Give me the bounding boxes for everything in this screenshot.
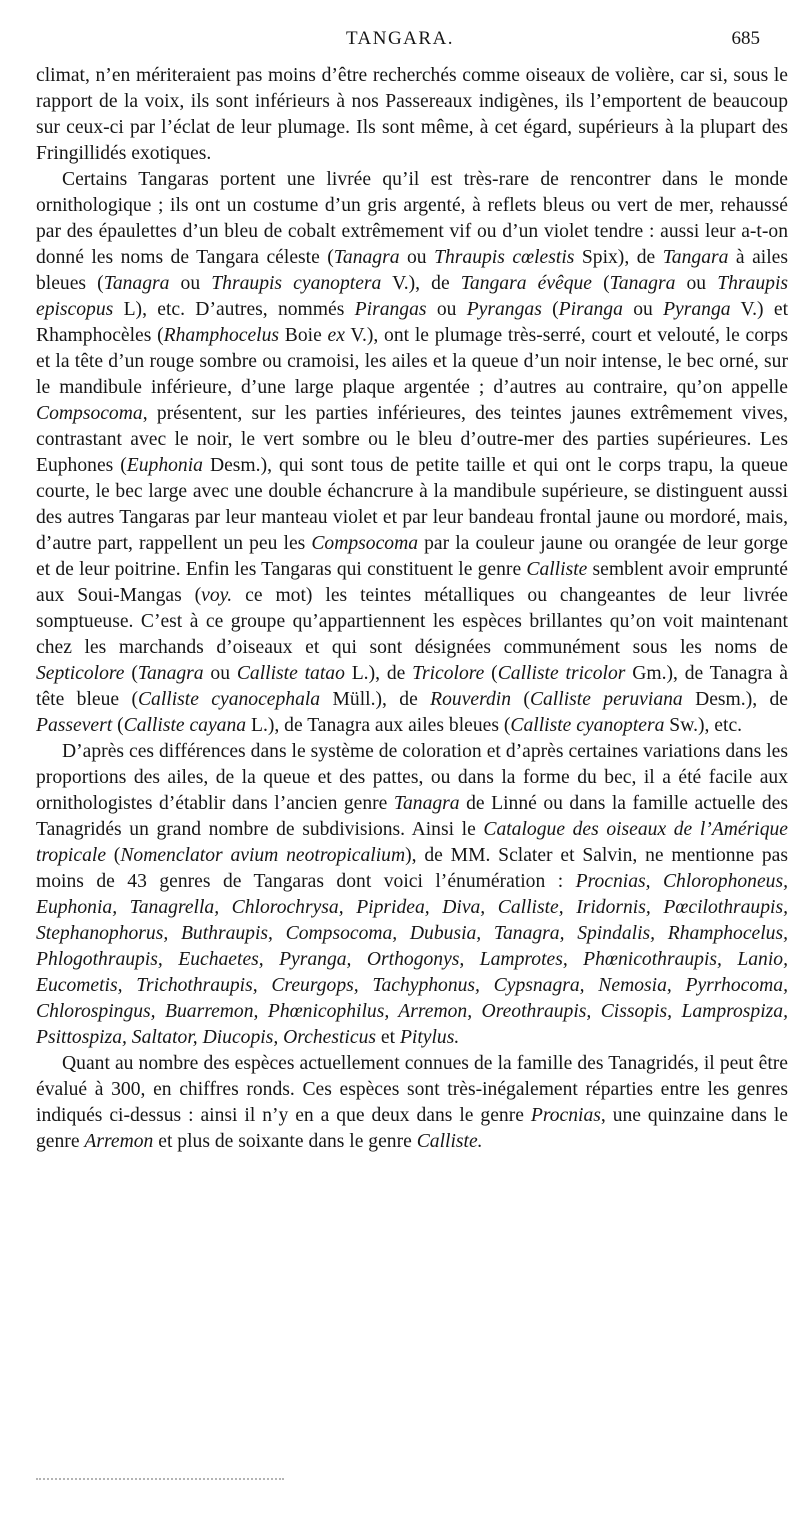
italic-text: ex	[327, 325, 345, 346]
italic-text: Pirangas	[354, 299, 427, 320]
italic-text: Calliste cyanocephala	[137, 689, 321, 710]
italic-text: Compsocoma	[36, 403, 143, 424]
text-run: ou	[169, 273, 212, 294]
italic-text: Passevert	[36, 715, 113, 736]
italic-text: Thraupis cœlestis	[434, 247, 575, 268]
italic-text: Calliste peruviana	[529, 689, 683, 710]
italic-text: Tanagra	[333, 247, 400, 268]
italic-text: Calliste.	[416, 1131, 483, 1152]
paragraph-4	[36, 1051, 788, 1155]
text-run: Sw.), etc.	[664, 715, 743, 736]
text-run: (	[124, 663, 138, 684]
paragraph-1	[36, 63, 788, 167]
text-run: , une quinzaine dans le genre	[36, 1105, 789, 1152]
text-run: Desm.), qui sont tous de petite taille et qui ont le corps trapu, la queue courte, le bec large avec une double échancrure à la mandibule supérieure, se distinguent aussi des autres Tangaras par leur manteau violet et par leur bandeau frontal jaune ou mordoré, mais, d’autre part, rappellent un peu les	[36, 455, 789, 554]
italic-text: Septicolore	[36, 663, 125, 684]
text-run: ou	[399, 247, 435, 268]
text-run: L), etc. D’autres, nommés	[113, 299, 355, 320]
italic-text: Arremon	[84, 1131, 154, 1152]
italic-text: Tanagra	[137, 663, 204, 684]
text-run: ou	[675, 273, 718, 294]
italic-text: Tanagra	[103, 273, 170, 294]
italic-text: Procnias, Chlorophoneus, Euphonia, Tanagrella, Chlorochrysa, Pipridea, Diva, Calliste, Iridornis, Pœcilothraupis, Stephanophorus, Buthraupis, Compsocoma, Dubusia, Tanagra, Spindalis, Rhamphocelus, Phlogothraupis, Euchaetes, Pyranga, Orthogonys, Lamprotes, Phœnicothraupis, Lanio, Eucometis, Trichothraupis, Creurgops, Tachyphonus, Cypsnagra, Nemosia, Pyrrhocoma, Chlorospingus, Buarremon, Phœnicophilus, Arremon, Oreothraupis, Cissopis, Lamprospiza, Psittospiza, Saltator, Diucopis, Orchesticus	[36, 871, 788, 1048]
italic-text: Procnias	[530, 1105, 601, 1126]
italic-text: Calliste tricolor	[497, 663, 626, 684]
italic-text: Compsocoma	[311, 533, 419, 554]
running-head	[36, 28, 764, 58]
text-run: D’après ces différences dans le système de coloration et d’après certaines variations dans les proportions des ailes, de la queue et des pattes, ou dans la forme du bec, il a été facile aux ornithologistes d’établir dans l’ancien genre	[36, 741, 788, 814]
text-run: Quant au nombre des espèces actuellement connues de la famille des Tanagridés, il peut être évalué à 300, en chiffres ronds. Ces espèces sont très-inégalement réparties entre les genres indiqués ci-dessus : ainsi il n’y en a que deux dans le genre	[36, 1053, 788, 1126]
italic-text: Catalogue des oiseaux de l’Amérique tropicale	[36, 819, 788, 866]
text-run: climat, n’en mériteraient pas moins d’être recherchés comme oiseaux de volière, car si, sous le rapport de la voix, ils sont inférieurs à nos Passereaux indigènes, ils l’emportent de beaucoup sur ceux-ci par l’éclat de leur plumage. Ils sont même, à cet égard, supérieurs à la plupart des Fringillidés exotiques.	[36, 65, 788, 164]
italic-text: Pyranga	[663, 299, 731, 320]
text-run: L.), de	[344, 663, 413, 684]
running-title: TANGARA.	[345, 28, 455, 49]
italic-text: Tricolore	[412, 663, 485, 684]
text-run: ), de MM. Sclater et Salvin, ne mentionne pas moins de 43 genres de Tangaras dont voici l’énumération :	[36, 845, 788, 892]
text-run: L.), de Tanagra aux ailes bleues (	[246, 715, 511, 736]
body-text	[36, 63, 788, 1155]
text-run: Desm.), de	[682, 689, 788, 710]
italic-text: Rhamphocelus	[163, 325, 280, 346]
text-run: , présentent, sur les parties inférieures, des teintes jaunes extrêmement vives, contrastant avec le noir, le vert sombre ou le bleu d’outre-mer des parties supérieures. Les Euphones (	[36, 403, 788, 476]
text-run: Boie	[279, 325, 328, 346]
text-run: Gm.), de Tanagra à tête bleue (	[36, 663, 789, 710]
text-run: par la couleur jaune ou orangée de leur gorge et de leur poitrine. Enfin les Tangaras qui constituent le genre	[36, 533, 788, 580]
text-run: ou	[426, 299, 467, 320]
text-run: Müll.), de	[320, 689, 431, 710]
text-run: (	[541, 299, 559, 320]
text-run: V.) et Rhamphocèles (	[36, 299, 789, 346]
text-run: et plus de soixante dans le genre	[153, 1131, 417, 1152]
text-run: (	[106, 845, 121, 866]
italic-text: Calliste cayana	[123, 715, 247, 736]
italic-text: Thraupis cyanoptera	[211, 273, 382, 294]
text-run: de Linné ou dans la famille actuelle des Tanagridés un grand nombre de subdivisions. Ainsi le	[36, 793, 789, 840]
footer-rule	[36, 1478, 284, 1480]
text-run: (	[511, 689, 530, 710]
italic-text: Calliste tatao	[236, 663, 345, 684]
page-number: 685	[731, 28, 760, 49]
text-run: semblent avoir emprunté aux Soui-Mangas (	[36, 559, 788, 606]
text-run: (	[112, 715, 124, 736]
paragraph-2	[36, 167, 788, 739]
text-run: V.), de	[381, 273, 461, 294]
italic-text: Tanagra	[393, 793, 460, 814]
italic-text: Euphonia	[126, 455, 203, 476]
italic-text: Rouverdin	[430, 689, 512, 710]
italic-text: Tangara évêque	[460, 273, 593, 294]
italic-text: voy.	[201, 585, 233, 606]
italic-text: Pyrangas	[466, 299, 542, 320]
italic-text: Thraupis episcopus	[36, 273, 789, 320]
text-run: V.), ont le plumage très-serré, court et velouté, le corps et la tête d’un rouge sombre ou cramoisi, les ailes et la queue d’un noir intense, le bec orné, sur le mandibule inférieure, d’une large plaque argentée ; d’autres au contraire, qu’on appelle	[36, 325, 789, 398]
text-run: Certains Tangaras portent une livrée qu’il est très-rare de rencontrer dans le monde ornithologique ; ils ont un costume d’un gris argenté, à reflets bleus ou vert de mer, rehaussé par des épaulettes d’un bleu de cobalt extrêmement vif ou d’un violet tendre : aussi leur a-t-on donné les noms de Tangara céleste (	[36, 169, 788, 268]
italic-text: Piranga	[558, 299, 623, 320]
text-run: ce mot) les teintes métalliques ou changeantes de leur livrée somptueuse. C’est à ce groupe qu’appartiennent les espèces brillantes qu’on voit maintenant chez les marchands d’oiseaux et qui sont désignées communément sous les noms de	[36, 585, 788, 658]
text-run: ou	[203, 663, 237, 684]
text-run: ou	[622, 299, 664, 320]
italic-text: Calliste	[526, 559, 588, 580]
paragraph-3	[36, 739, 788, 1051]
text-run: (	[592, 273, 610, 294]
italic-text: Tanagra	[609, 273, 676, 294]
text-run: et	[376, 1027, 400, 1048]
text-run: Spix), de	[574, 247, 663, 268]
text-run: à ailes bleues (	[36, 247, 788, 294]
text-run: (	[484, 663, 498, 684]
italic-text: Calliste cyanoptera	[510, 715, 665, 736]
italic-text: Tangara	[662, 247, 729, 268]
italic-text: Nomenclator avium neotropicalium	[120, 845, 406, 866]
italic-text: Pitylus.	[399, 1027, 460, 1048]
